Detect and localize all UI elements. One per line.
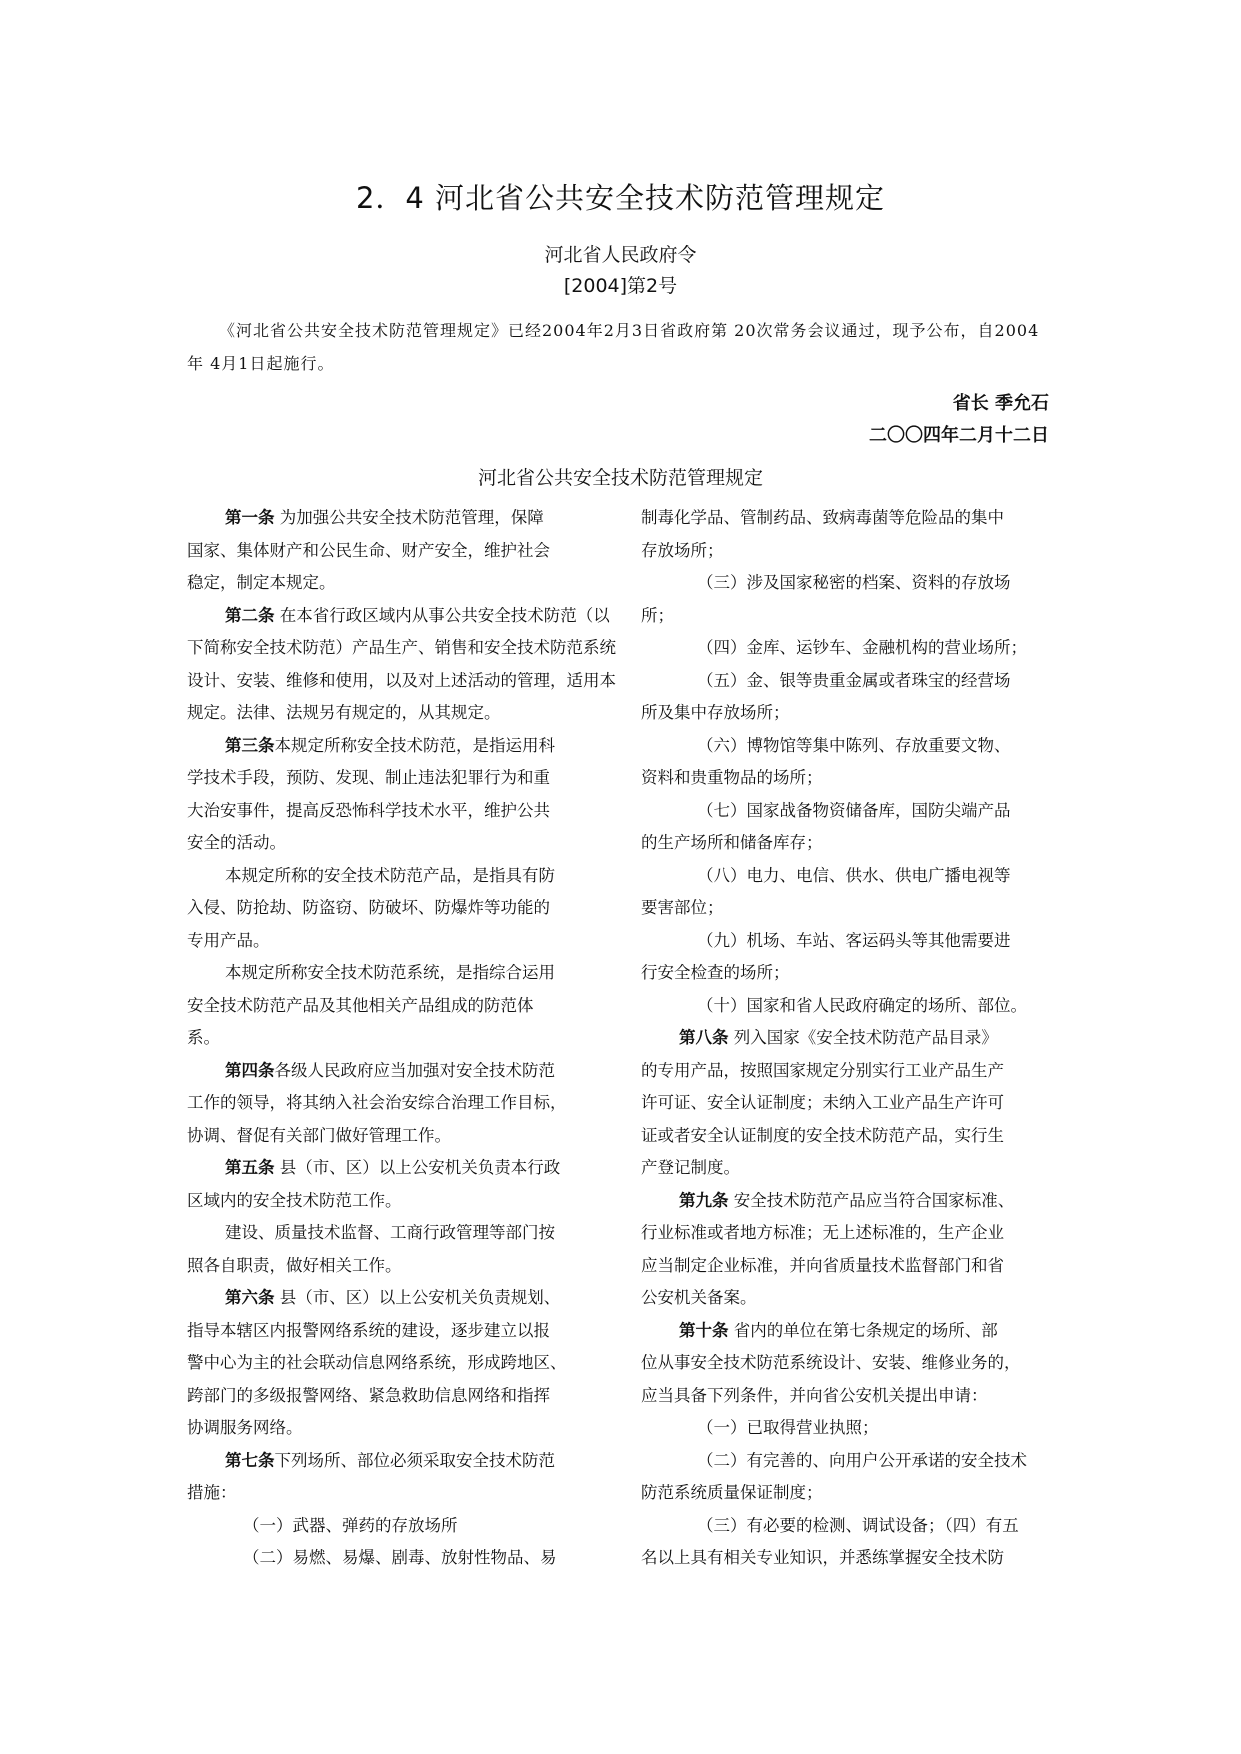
text-line xyxy=(187,1380,597,1413)
line-text: （十）国家和省人民政府确定的场所、部位。 xyxy=(697,995,1027,1015)
text-line xyxy=(641,1055,1051,1088)
line-text: 列入国家《安全技术防范产品目录》 xyxy=(728,1028,998,1047)
line-text: 本规定所称安全技术防范，是指运用科 xyxy=(274,735,555,755)
text-line xyxy=(187,1185,597,1218)
text-line xyxy=(187,1542,597,1575)
text-line xyxy=(187,1412,597,1445)
line-text: 许可证、安全认证制度；未纳入工业产品生产许可 xyxy=(641,1093,1004,1112)
line-text: 警中心为主的社会联动信息网络系统，形成跨地区、 xyxy=(187,1353,567,1372)
text-line xyxy=(641,1022,1051,1055)
line-text: 证或者安全认证制度的安全技术防范产品，实行生 xyxy=(641,1125,1004,1145)
text-line xyxy=(641,502,1051,535)
text-line xyxy=(641,1250,1051,1283)
text-line xyxy=(187,1087,597,1120)
line-text: 安全的活动。 xyxy=(187,833,286,852)
text-line xyxy=(641,990,1051,1023)
line-text: 公安机关备案。 xyxy=(641,1288,757,1307)
text-line xyxy=(187,697,597,730)
line-text: 协调服务网络。 xyxy=(187,1418,303,1437)
line-text: 本规定所称的安全技术防范产品，是指具有防 xyxy=(225,865,555,885)
line-text: 工作的领导，将其纳入社会治安综合治理工作目标， xyxy=(187,1093,567,1112)
text-line xyxy=(187,1282,597,1315)
line-text: 入侵、防抢劫、防盗窃、防破坏、防爆炸等功能的 xyxy=(187,898,550,917)
text-line xyxy=(187,1152,597,1185)
line-text: 措施： xyxy=(187,1483,237,1502)
line-text: 要害部位； xyxy=(641,898,724,917)
line-text: 县（市、区）以上公安机关负责规划、 xyxy=(274,1288,561,1307)
line-text: 制毒化学品、管制药品、致病毒菌等危险品的集中 xyxy=(641,508,1004,527)
text-line xyxy=(641,1282,1051,1315)
text-line xyxy=(641,1217,1051,1250)
line-text: 在本省行政区域内从事公共安全技术防范（以 xyxy=(274,605,610,625)
line-text: 协调、督促有关部门做好管理工作。 xyxy=(187,1125,451,1145)
line-text: 行安全检查的场所； xyxy=(641,963,790,982)
right-column xyxy=(641,502,1051,1575)
text-line xyxy=(187,1510,597,1543)
text-line xyxy=(641,1380,1051,1413)
line-text: （八）电力、电信、供水、供电广播电视等 xyxy=(697,865,1011,885)
text-line xyxy=(187,567,597,600)
line-text: 存放场所； xyxy=(641,540,724,560)
signer: 省长 季允石 xyxy=(952,393,1049,414)
line-text: （四）金库、运钞车、金融机构的营业场所； xyxy=(697,638,1027,657)
text-line xyxy=(641,665,1051,698)
line-text: 的专用产品，按照国家规定分别实行工业产品生产 xyxy=(641,1060,1004,1080)
decree-name: 河北省人民政府令 xyxy=(544,244,697,266)
line-text: 专用产品。 xyxy=(187,930,270,950)
text-line xyxy=(641,762,1051,795)
line-text: 稳定，制定本规定。 xyxy=(187,573,336,592)
line-text: 区域内的安全技术防范工作。 xyxy=(187,1190,402,1210)
text-line xyxy=(187,1250,597,1283)
text-line xyxy=(187,1022,597,1055)
line-text: （一）已取得营业执照； xyxy=(697,1418,879,1437)
line-text: 所； xyxy=(641,605,674,625)
article-number: 第三条 xyxy=(225,735,275,755)
line-text: 本规定所称安全技术防范系统，是指综合运用 xyxy=(225,963,555,982)
intro-line-2: 年 4月1日起施行。 xyxy=(187,354,335,373)
line-text: 安全技术防范产品及其他相关产品组成的防范体 xyxy=(187,995,534,1015)
text-line xyxy=(187,600,610,633)
line-text: 国家、集体财产和公民生命、财产安全，维护社会 xyxy=(187,540,550,560)
article-number: 第七条 xyxy=(225,1450,275,1470)
line-text: 位从事安全技术防范系统设计、安装、维修业务的， xyxy=(641,1353,1021,1372)
intro-line-1: 《河北省公共安全技术防范管理规定》已经2004年2月3日省政府第 20次常务会议通过，现予公布，自2004 xyxy=(219,321,1040,340)
line-text: 照各自职责，做好相关工作。 xyxy=(187,1255,402,1275)
text-line xyxy=(187,795,597,828)
text-line xyxy=(641,1152,1051,1185)
line-text: 应当制定企业标准，并向省质量技术监督部门和省 xyxy=(641,1255,1004,1275)
text-line xyxy=(641,1477,1051,1510)
regulation-subtitle: 河北省公共安全技术防范管理规定 xyxy=(477,467,763,489)
text-line xyxy=(641,1087,1051,1120)
text-line xyxy=(641,567,1051,600)
text-line xyxy=(641,957,1051,990)
text-line xyxy=(641,730,1051,763)
line-text: 下简称安全技术防范）产品生产、销售和安全技术防范系统 xyxy=(187,638,616,657)
text-line xyxy=(641,892,1051,925)
text-line xyxy=(641,860,1051,893)
text-line xyxy=(187,860,597,893)
text-line xyxy=(641,600,1051,633)
article-number: 第十条 xyxy=(679,1320,729,1340)
line-text: （六）博物馆等集中陈列、存放重要文物、 xyxy=(697,735,1011,755)
line-text: 大治安事件，提高反恐怖科学技术水平，维护公共 xyxy=(187,800,550,820)
text-line xyxy=(641,925,1051,958)
article-number: 第五条 xyxy=(225,1158,275,1177)
text-line xyxy=(187,535,597,568)
line-text: （二）易燃、易爆、剧毒、放射性物品、易 xyxy=(243,1548,557,1567)
text-line xyxy=(187,1315,597,1348)
line-text: 安全技术防范产品应当符合国家标准、 xyxy=(728,1190,1015,1210)
article-number: 第八条 xyxy=(679,1028,729,1047)
text-line xyxy=(641,1185,1051,1218)
text-line xyxy=(187,957,597,990)
text-line xyxy=(187,762,597,795)
text-line xyxy=(187,502,597,535)
text-line xyxy=(187,925,597,958)
text-line xyxy=(641,1315,1051,1348)
text-line xyxy=(187,990,597,1023)
text-line xyxy=(641,632,1051,665)
document-title: 2．4 河北省公共安全技术防范管理规定 xyxy=(355,181,886,215)
article-number: 第六条 xyxy=(225,1288,275,1307)
text-line xyxy=(187,1445,597,1478)
text-line xyxy=(641,1510,1051,1543)
line-text: 的生产场所和储备库存； xyxy=(641,833,823,852)
text-line xyxy=(641,1120,1051,1153)
article-number: 第四条 xyxy=(225,1060,275,1080)
text-line xyxy=(641,1445,1051,1478)
text-line xyxy=(641,1542,1051,1575)
line-text: （九）机场、车站、客运码头等其他需要进 xyxy=(697,930,1011,950)
line-text: 设计、安装、维修和使用，以及对上述活动的管理，适用本 xyxy=(187,670,616,690)
line-text: 跨部门的多级报警网络、紧急救助信息网络和指挥 xyxy=(187,1385,550,1405)
line-text: 各级人民政府应当加强对安全技术防范 xyxy=(274,1060,555,1080)
article-number: 第二条 xyxy=(225,605,275,625)
line-text: 省内的单位在第七条规定的场所、部 xyxy=(728,1320,998,1340)
line-text: 产登记制度。 xyxy=(641,1158,740,1177)
line-text: （三）涉及国家秘密的档案、资料的存放场 xyxy=(697,573,1011,592)
line-text: 学技术手段，预防、发现、制止违法犯罪行为和重 xyxy=(187,768,550,787)
text-line xyxy=(187,892,597,925)
article-number: 第一条 xyxy=(225,508,275,527)
line-text: 下列场所、部位必须采取安全技术防范 xyxy=(274,1450,555,1470)
text-line xyxy=(187,730,597,763)
text-line xyxy=(187,1347,597,1380)
text-line xyxy=(187,632,616,665)
decree-number: [2004]第2号 xyxy=(563,275,678,297)
line-text: 系。 xyxy=(187,1028,220,1047)
line-text: 防范系统质量保证制度； xyxy=(641,1483,823,1502)
text-line xyxy=(187,1477,597,1510)
text-line xyxy=(641,1347,1051,1380)
sign-date: 二〇〇四年二月十二日 xyxy=(869,425,1049,446)
intro-paragraph xyxy=(187,314,1082,380)
line-text: （二）有完善的、向用户公开承诺的安全技术 xyxy=(697,1450,1027,1470)
line-text: 指导本辖区内报警网络系统的建设，逐步建立以报 xyxy=(187,1320,550,1340)
line-text: 名以上具有相关专业知识，并悉练掌握安全技术防 xyxy=(641,1548,1004,1567)
text-line xyxy=(641,697,1051,730)
line-text: 建设、质量技术监督、工商行政管理等部门按 xyxy=(225,1223,555,1242)
text-line xyxy=(641,1412,1051,1445)
line-text: （三）有必要的检测、调试设备；（四）有五 xyxy=(697,1515,1019,1535)
text-line xyxy=(187,1120,597,1153)
line-text: （一）武器、弹药的存放场所 xyxy=(243,1515,458,1535)
text-line xyxy=(187,1217,597,1250)
text-line xyxy=(187,827,597,860)
line-text: 所及集中存放场所； xyxy=(641,703,790,722)
line-text: （五）金、银等贵重金属或者珠宝的经营场 xyxy=(697,670,1011,690)
line-text: （七）国家战备物资储备库，国防尖端产品 xyxy=(697,800,1011,820)
text-line xyxy=(641,535,1051,568)
left-column xyxy=(187,502,616,1575)
line-text: 资料和贵重物品的场所； xyxy=(641,768,823,787)
line-text: 规定。法律、法规另有规定的，从其规定。 xyxy=(187,703,501,722)
line-text: 应当具备下列条件，并向省公安机关提出申请： xyxy=(641,1385,988,1405)
text-line xyxy=(187,1055,597,1088)
line-text: 为加强公共安全技术防范管理，保障 xyxy=(274,508,544,527)
line-text: 县（市、区）以上公安机关负责本行政 xyxy=(274,1158,561,1177)
line-text: 行业标准或者地方标准；无上述标准的，生产企业 xyxy=(641,1223,1004,1242)
text-line xyxy=(641,795,1051,828)
text-line xyxy=(641,827,1051,860)
text-line xyxy=(187,665,616,698)
article-number: 第九条 xyxy=(679,1190,729,1210)
